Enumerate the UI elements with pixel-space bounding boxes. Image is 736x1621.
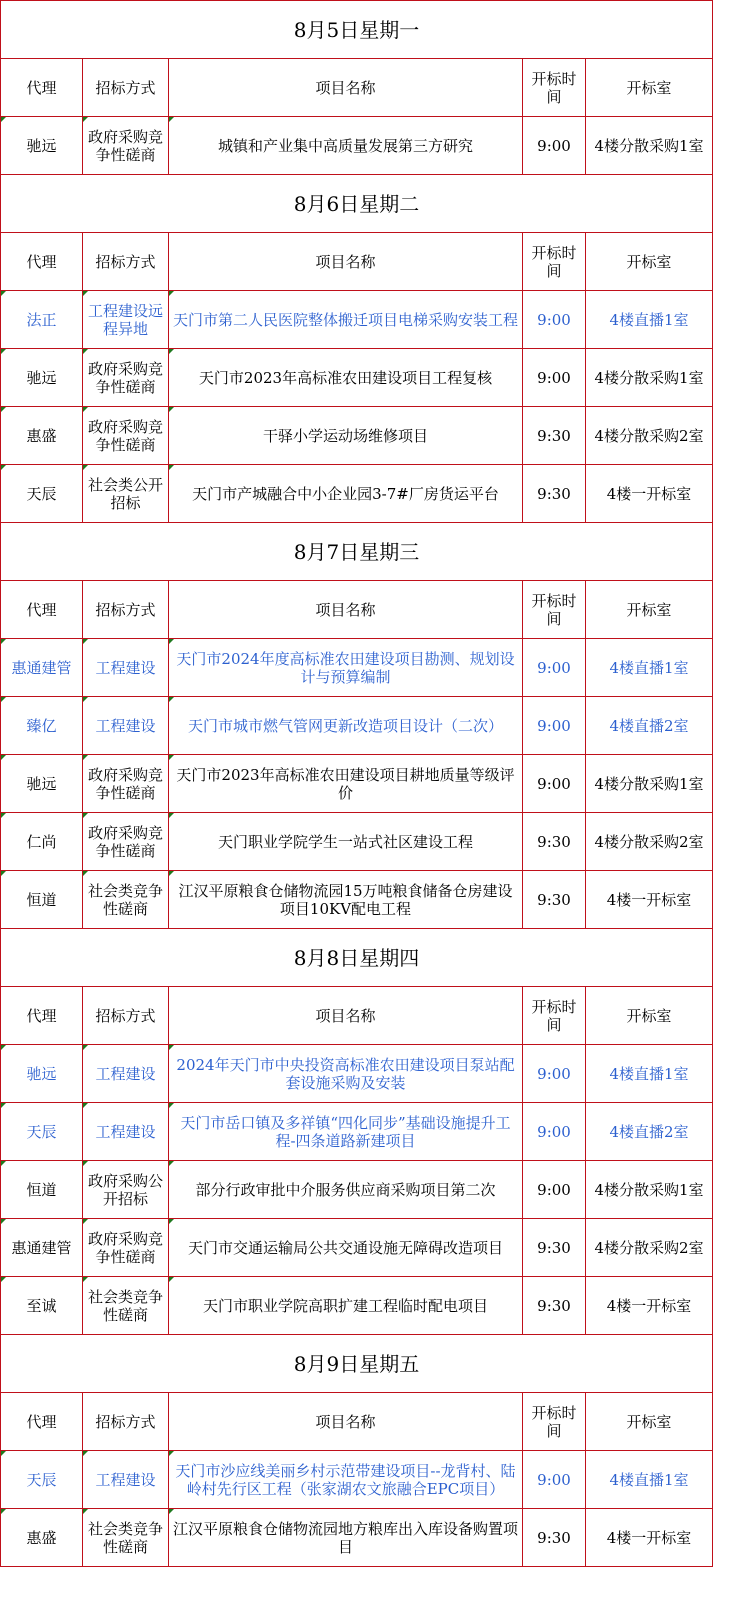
column-header-agent: 代理 xyxy=(1,581,83,639)
agent-cell: 惠盛 xyxy=(1,407,83,465)
time-cell: 9:00 xyxy=(523,1103,586,1161)
column-header-project: 项目名称 xyxy=(169,59,523,117)
project-name-cell: 干驿小学运动场维修项目 xyxy=(169,407,523,465)
column-header-method: 招标方式 xyxy=(83,233,169,291)
method-cell: 社会类竞争性磋商 xyxy=(83,1509,169,1567)
agent-cell: 天辰 xyxy=(1,1103,83,1161)
day-title: 8月7日星期三 xyxy=(1,523,713,581)
project-name-cell: 天门市沙应线美丽乡村示范带建设项目--龙背村、陆岭村先行区工程（张家湖农文旅融合EPC项目） xyxy=(169,1451,523,1509)
agent-cell: 天辰 xyxy=(1,1451,83,1509)
day-title: 8月9日星期五 xyxy=(1,1335,713,1393)
table-row xyxy=(1,871,713,929)
column-header-time: 开标时间 xyxy=(523,233,586,291)
day-header-row xyxy=(1,1,713,59)
method-cell: 政府采购竞争性磋商 xyxy=(83,1219,169,1277)
time-cell: 9:30 xyxy=(523,871,586,929)
column-header-agent: 代理 xyxy=(1,1393,83,1451)
table-row xyxy=(1,1161,713,1219)
time-cell: 9:30 xyxy=(523,1219,586,1277)
agent-cell: 驰远 xyxy=(1,117,83,175)
table-row xyxy=(1,1219,713,1277)
time-cell: 9:00 xyxy=(523,1451,586,1509)
agent-cell: 惠通建管 xyxy=(1,1219,83,1277)
column-header-room: 开标室 xyxy=(586,987,713,1045)
project-name-cell: 江汉平原粮食仓储物流园15万吨粮食储备仓房建设项目10KV配电工程 xyxy=(169,871,523,929)
day-title: 8月6日星期二 xyxy=(1,175,713,233)
time-cell: 9:00 xyxy=(523,117,586,175)
project-name-cell: 天门职业学院学生一站式社区建设工程 xyxy=(169,813,523,871)
column-header-project: 项目名称 xyxy=(169,581,523,639)
project-name-cell: 天门市岳口镇及多祥镇“四化同步”基础设施提升工程-四条道路新建项目 xyxy=(169,1103,523,1161)
table-row xyxy=(1,117,713,175)
column-header-method: 招标方式 xyxy=(83,581,169,639)
column-header-agent: 代理 xyxy=(1,987,83,1045)
column-header-row xyxy=(1,233,713,291)
column-header-project: 项目名称 xyxy=(169,987,523,1045)
day-title: 8月5日星期一 xyxy=(1,1,713,59)
agent-cell: 臻亿 xyxy=(1,697,83,755)
room-cell: 4楼分散采购2室 xyxy=(586,407,713,465)
method-cell: 工程建设 xyxy=(83,697,169,755)
method-cell: 社会类竞争性磋商 xyxy=(83,871,169,929)
column-header-agent: 代理 xyxy=(1,233,83,291)
room-cell: 4楼分散采购1室 xyxy=(586,755,713,813)
column-header-time: 开标时间 xyxy=(523,59,586,117)
method-cell: 政府采购竞争性磋商 xyxy=(83,755,169,813)
day-header-row xyxy=(1,929,713,987)
column-header-row xyxy=(1,987,713,1045)
method-cell: 工程建设 xyxy=(83,639,169,697)
room-cell: 4楼一开标室 xyxy=(586,1277,713,1335)
project-name-cell: 天门市2023年高标准农田建设项目工程复核 xyxy=(169,349,523,407)
method-cell: 工程建设 xyxy=(83,1045,169,1103)
time-cell: 9:30 xyxy=(523,1277,586,1335)
table-row xyxy=(1,1509,713,1567)
project-name-cell: 2024年天门市中央投资高标准农田建设项目泵站配套设施采购及安装 xyxy=(169,1045,523,1103)
table-row xyxy=(1,755,713,813)
method-cell: 政府采购公开招标 xyxy=(83,1161,169,1219)
room-cell: 4楼分散采购2室 xyxy=(586,813,713,871)
room-cell: 4楼一开标室 xyxy=(586,465,713,523)
table-row xyxy=(1,349,713,407)
column-header-room: 开标室 xyxy=(586,233,713,291)
project-name-cell: 天门市职业学院高职扩建工程临时配电项目 xyxy=(169,1277,523,1335)
room-cell: 4楼分散采购1室 xyxy=(586,117,713,175)
method-cell: 政府采购竞争性磋商 xyxy=(83,349,169,407)
agent-cell: 惠盛 xyxy=(1,1509,83,1567)
time-cell: 9:00 xyxy=(523,349,586,407)
time-cell: 9:00 xyxy=(523,1161,586,1219)
room-cell: 4楼直播2室 xyxy=(586,697,713,755)
column-header-room: 开标室 xyxy=(586,1393,713,1451)
project-name-cell: 天门市城市燃气管网更新改造项目设计（二次） xyxy=(169,697,523,755)
table-row xyxy=(1,1045,713,1103)
time-cell: 9:30 xyxy=(523,407,586,465)
room-cell: 4楼直播1室 xyxy=(586,291,713,349)
room-cell: 4楼一开标室 xyxy=(586,871,713,929)
day-header-row xyxy=(1,1335,713,1393)
time-cell: 9:30 xyxy=(523,465,586,523)
table-row xyxy=(1,813,713,871)
table-row xyxy=(1,1103,713,1161)
column-header-row xyxy=(1,59,713,117)
agent-cell: 天辰 xyxy=(1,465,83,523)
column-header-room: 开标室 xyxy=(586,59,713,117)
column-header-method: 招标方式 xyxy=(83,59,169,117)
method-cell: 工程建设远程异地 xyxy=(83,291,169,349)
column-header-project: 项目名称 xyxy=(169,1393,523,1451)
room-cell: 4楼一开标室 xyxy=(586,1509,713,1567)
column-header-time: 开标时间 xyxy=(523,1393,586,1451)
agent-cell: 仁尚 xyxy=(1,813,83,871)
column-header-method: 招标方式 xyxy=(83,1393,169,1451)
table-row xyxy=(1,465,713,523)
room-cell: 4楼直播1室 xyxy=(586,1045,713,1103)
table-row xyxy=(1,407,713,465)
project-name-cell: 天门市产城融合中小企业园3-7#厂房货运平台 xyxy=(169,465,523,523)
method-cell: 工程建设 xyxy=(83,1103,169,1161)
project-name-cell: 天门市第二人民医院整体搬迁项目电梯采购安装工程 xyxy=(169,291,523,349)
time-cell: 9:30 xyxy=(523,1509,586,1567)
table-row xyxy=(1,1451,713,1509)
time-cell: 9:00 xyxy=(523,291,586,349)
time-cell: 9:00 xyxy=(523,697,586,755)
column-header-room: 开标室 xyxy=(586,581,713,639)
time-cell: 9:30 xyxy=(523,813,586,871)
project-name-cell: 天门市交通运输局公共交通设施无障碍改造项目 xyxy=(169,1219,523,1277)
column-header-project: 项目名称 xyxy=(169,233,523,291)
project-name-cell: 天门市2023年高标准农田建设项目耕地质量等级评价 xyxy=(169,755,523,813)
bid-schedule-body xyxy=(1,1,713,1567)
method-cell: 社会类公开招标 xyxy=(83,465,169,523)
project-name-cell: 天门市2024年度高标准农田建设项目勘测、规划设计与预算编制 xyxy=(169,639,523,697)
method-cell: 政府采购竞争性磋商 xyxy=(83,117,169,175)
column-header-row xyxy=(1,581,713,639)
agent-cell: 恒道 xyxy=(1,871,83,929)
column-header-time: 开标时间 xyxy=(523,987,586,1045)
method-cell: 政府采购竞争性磋商 xyxy=(83,813,169,871)
agent-cell: 至诚 xyxy=(1,1277,83,1335)
column-header-row xyxy=(1,1393,713,1451)
agent-cell: 恒道 xyxy=(1,1161,83,1219)
day-title: 8月8日星期四 xyxy=(1,929,713,987)
day-header-row xyxy=(1,523,713,581)
table-row xyxy=(1,639,713,697)
day-header-row xyxy=(1,175,713,233)
column-header-agent: 代理 xyxy=(1,59,83,117)
method-cell: 工程建设 xyxy=(83,1451,169,1509)
project-name-cell: 部分行政审批中介服务供应商采购项目第二次 xyxy=(169,1161,523,1219)
method-cell: 政府采购竞争性磋商 xyxy=(83,407,169,465)
agent-cell: 驰远 xyxy=(1,349,83,407)
time-cell: 9:00 xyxy=(523,639,586,697)
table-row xyxy=(1,291,713,349)
project-name-cell: 城镇和产业集中高质量发展第三方研究 xyxy=(169,117,523,175)
room-cell: 4楼分散采购2室 xyxy=(586,1219,713,1277)
project-name-cell: 江汉平原粮食仓储物流园地方粮库出入库设备购置项目 xyxy=(169,1509,523,1567)
room-cell: 4楼直播2室 xyxy=(586,1103,713,1161)
room-cell: 4楼分散采购1室 xyxy=(586,349,713,407)
agent-cell: 法正 xyxy=(1,291,83,349)
time-cell: 9:00 xyxy=(523,1045,586,1103)
room-cell: 4楼直播1室 xyxy=(586,639,713,697)
room-cell: 4楼直播1室 xyxy=(586,1451,713,1509)
method-cell: 社会类竞争性磋商 xyxy=(83,1277,169,1335)
agent-cell: 驰远 xyxy=(1,1045,83,1103)
table-row xyxy=(1,1277,713,1335)
time-cell: 9:00 xyxy=(523,755,586,813)
column-header-time: 开标时间 xyxy=(523,581,586,639)
column-header-method: 招标方式 xyxy=(83,987,169,1045)
agent-cell: 惠通建管 xyxy=(1,639,83,697)
room-cell: 4楼分散采购1室 xyxy=(586,1161,713,1219)
table-row xyxy=(1,697,713,755)
agent-cell: 驰远 xyxy=(1,755,83,813)
